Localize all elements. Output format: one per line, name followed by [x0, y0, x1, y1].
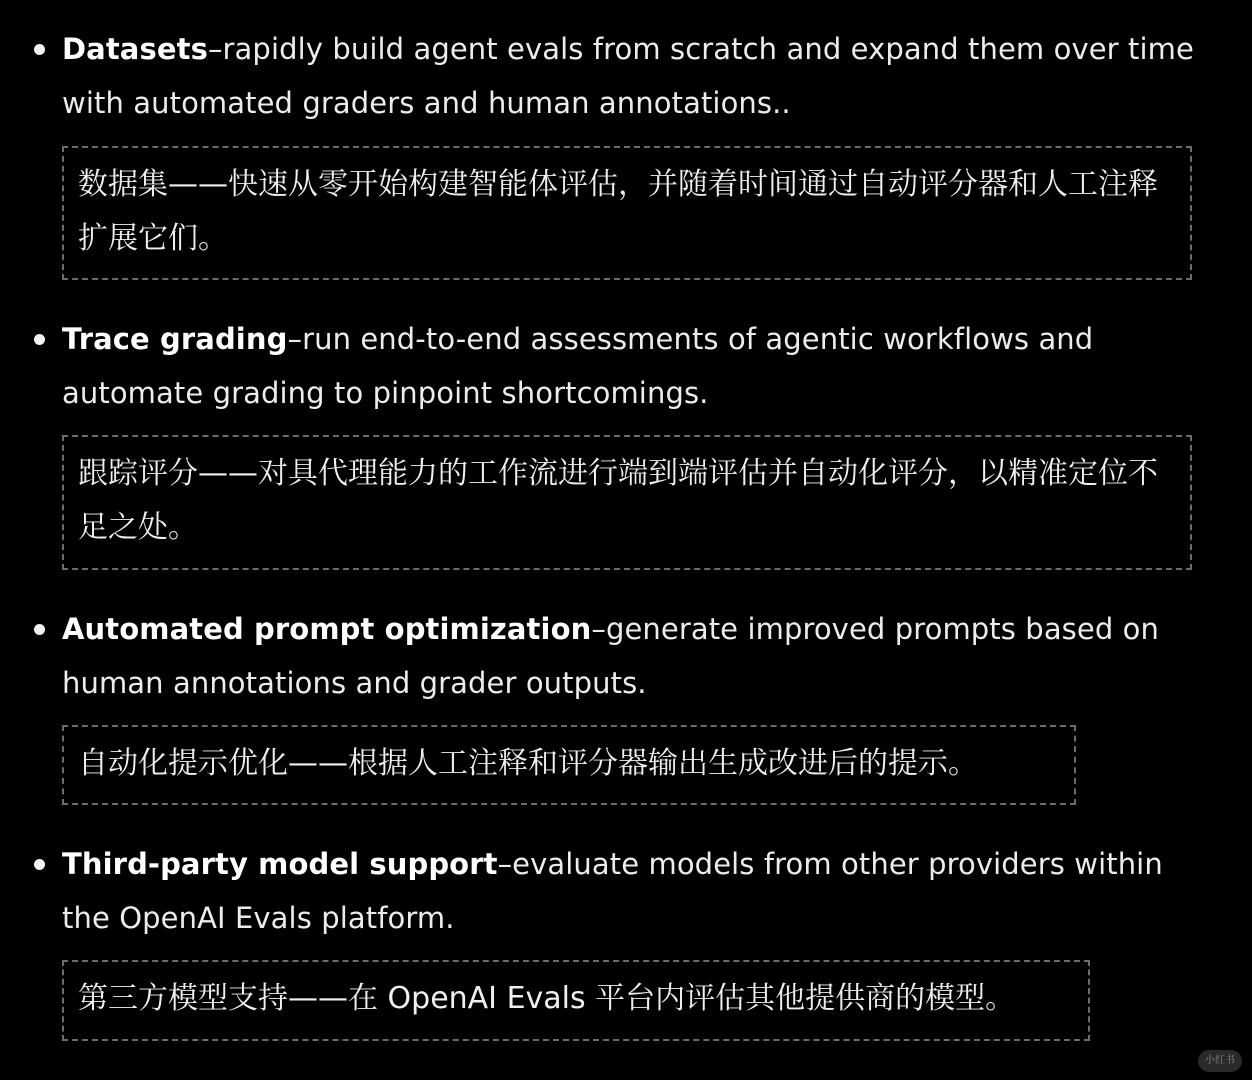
translation-text: 第三方模型支持——在 OpenAI Evals 平台内评估其他提供商的模型。 [78, 981, 1016, 1016]
item-description: –evaluate models from other providers within the OpenAI Evals platform. [62, 847, 1163, 935]
item-term: Datasets [62, 32, 208, 66]
item-description: –rapidly build agent evals from scratch and expand them over time with automated graders and human annotations.. [62, 32, 1194, 120]
bullet-icon [34, 859, 45, 870]
watermark-text: 小红书 [1205, 1055, 1235, 1066]
translation-box [62, 146, 1192, 280]
item-term: Third-party model support [62, 847, 498, 881]
item-description: –generate improved prompts based on human annotations and grader outputs. [62, 612, 1159, 700]
bullet-icon [34, 44, 45, 55]
translation-text: 自动化提示优化——根据人工注释和评分器输出生成改进后的提示。 [78, 746, 978, 781]
item-english-text [62, 837, 1212, 945]
translation-box [62, 435, 1192, 570]
translation-text: 数据集——快速从零开始构建智能体评估，并随着时间通过自动评分器和人工注释扩展它们。 [78, 167, 1158, 256]
item-english-text [62, 22, 1212, 130]
item-term: Trace grading [62, 322, 288, 356]
item-english-text [62, 602, 1212, 710]
item-english-text [62, 312, 1212, 420]
translation-box [62, 725, 1076, 805]
translation-text: 跟踪评分——对具代理能力的工作流进行端到端评估并自动化评分，以精准定位不足之处。 [78, 456, 1158, 545]
watermark-logo [1198, 1050, 1242, 1072]
translation-box [62, 960, 1090, 1041]
bullet-icon [34, 624, 45, 635]
bullet-icon [34, 334, 45, 345]
item-description: –run end-to-end assessments of agentic workflows and automate grading to pinpoint shortcomings. [62, 322, 1094, 410]
item-term: Automated prompt optimization [62, 612, 592, 646]
